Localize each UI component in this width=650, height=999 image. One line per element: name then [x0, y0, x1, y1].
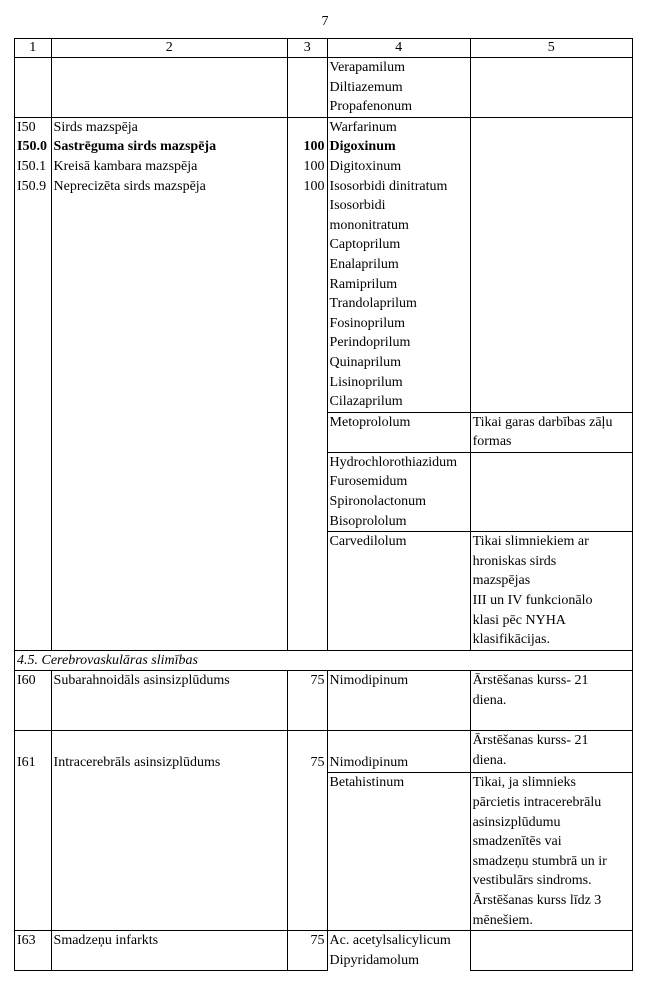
table-row: [15, 58, 633, 118]
diagnosis-name: Smadzeņu infarkts: [51, 931, 287, 971]
note-line: Ārstēšanas kurss- 21: [472, 673, 589, 689]
header-row: [15, 39, 633, 58]
diagnosis-codes: [15, 117, 52, 650]
note-line: diena.: [472, 753, 507, 768]
compensation-value: 75: [287, 931, 327, 971]
diagnosis-code: I50.0: [17, 139, 47, 155]
drug-name: Betahistinum: [327, 773, 470, 931]
note-line: III un IV funkcionālo: [472, 593, 593, 609]
note-line: diena.: [472, 693, 507, 708]
page-number: 7: [321, 14, 329, 29]
drug-name: Diltiazemum: [329, 79, 403, 95]
diagnosis-name: Neprecizēta sirds mazspēja: [53, 178, 206, 194]
drug-name: Ac. acetylsalicylicum: [329, 933, 451, 949]
section-title: 4.5. Cerebrovaskulāras slimības: [15, 650, 633, 671]
drug-name: Ramiprilum: [329, 276, 398, 292]
diagnosis-code: I50.9: [17, 178, 47, 194]
drug-name: Furosemidum: [329, 474, 408, 490]
drug-list: [327, 452, 470, 531]
diagnosis-name: Subarahnoidāls asinsizplūdums: [51, 671, 287, 731]
drug-name: Verapamilum: [329, 60, 405, 75]
compensation-value: 100: [303, 139, 325, 155]
drug-name: Hydrochlorothiazidum: [329, 454, 458, 470]
column-header-1: 1: [15, 39, 52, 58]
diagnosis-code: I63: [15, 931, 52, 971]
diagnosis-code: I61: [15, 731, 52, 931]
column-header-4: 4: [327, 39, 470, 58]
diagnosis-names: [51, 117, 287, 650]
table-row: [15, 671, 633, 731]
note-line: Ārstēšanas kurss līdz 3: [472, 892, 602, 908]
drug-name: Enalaprilum: [329, 256, 399, 272]
compensation-values: [287, 117, 327, 650]
table-row: [15, 731, 633, 773]
note-line: mēnešiem.: [472, 912, 533, 928]
diagnosis-code: I50.1: [17, 158, 47, 174]
compensation-value: 75: [287, 731, 327, 931]
drug-name: Perindoprilum: [329, 335, 411, 351]
table-row: [15, 931, 633, 971]
drug-list: [327, 58, 470, 118]
compensation-value: [290, 118, 325, 138]
column-header-3: 3: [287, 39, 327, 58]
drug-reimbursement-table: [14, 38, 633, 971]
note-line: mazspējas: [472, 573, 531, 589]
drug-note: [470, 731, 632, 773]
diagnosis-name: Intracerebrāls asinsizplūdums: [51, 731, 287, 931]
drug-name: Fosinoprilum: [329, 315, 405, 331]
note-line: asinsizplūdumu: [472, 814, 561, 830]
note-line: klasi pēc NYHA: [472, 612, 566, 628]
drug-name: Cilazaprilum: [329, 394, 403, 410]
drug-name: Dipyridamolum: [329, 952, 419, 968]
drug-name: Nimodipinum: [327, 671, 470, 731]
note-line: pārcietis intracerebrālu: [472, 795, 602, 810]
note-line: hroniskas sirds: [472, 553, 557, 569]
drug-name: Warfarinum: [329, 119, 397, 135]
drug-name: Digoxinum: [329, 139, 396, 155]
drug-name: mononitratum: [329, 217, 409, 233]
note-line: smadzenītēs vai: [472, 834, 562, 850]
drug-name: Lisinoprilum: [329, 374, 403, 390]
drug-name: Quinaprilum: [329, 354, 402, 370]
note-line: Tikai slimniekiem ar: [472, 534, 589, 550]
section-row: [15, 650, 633, 671]
drug-note: [470, 671, 632, 731]
drug-name: Digitoxinum: [329, 158, 402, 174]
compensation-value: 100: [303, 158, 325, 174]
drug-name: Spironolactonum: [329, 494, 426, 510]
note-line: Tikai garas darbības zāļu: [472, 414, 613, 430]
drug-name: Carvedilolum: [327, 532, 470, 651]
diagnosis-code: I50: [17, 119, 36, 135]
drug-list: [327, 117, 470, 412]
diagnosis-code: I60: [15, 671, 52, 731]
diagnosis-name: Kreisā kambara mazspēja: [53, 158, 198, 174]
drug-name: Isosorbidi dinitratum: [329, 178, 448, 194]
note-line: Ārstēšanas kurss- 21: [472, 733, 589, 749]
compensation-value: 100: [303, 178, 325, 194]
drug-list: [327, 931, 470, 971]
drug-name: Nimodipinum: [327, 731, 470, 773]
drug-name: Bisoprololum: [329, 513, 407, 529]
note-line: klasifikācijas.: [472, 632, 550, 648]
drug-name: Propafenonum: [329, 99, 412, 115]
diagnosis-name: Sastrēguma sirds mazspēja: [53, 139, 217, 155]
drug-note: [470, 412, 632, 452]
note-line: vestibulārs sindroms.: [472, 873, 592, 889]
drug-name: Captoprilum: [329, 237, 401, 253]
column-header-2: 2: [51, 39, 287, 58]
drug-note: [470, 532, 632, 651]
drug-name: Isosorbidi: [329, 198, 386, 214]
column-header-5: 5: [470, 39, 632, 58]
note-line: Tikai, ja slimnieks: [472, 775, 576, 791]
diagnosis-name: Sirds mazspēja: [53, 119, 138, 135]
note-line: formas: [472, 434, 512, 450]
compensation-value: 75: [287, 671, 327, 731]
drug-name: Metoprololum: [327, 412, 470, 452]
drug-name: Trandolaprilum: [329, 296, 417, 312]
drug-note: [470, 773, 632, 931]
note-line: smadzeņu stumbrā un ir: [472, 853, 607, 869]
table-row: [15, 117, 633, 412]
